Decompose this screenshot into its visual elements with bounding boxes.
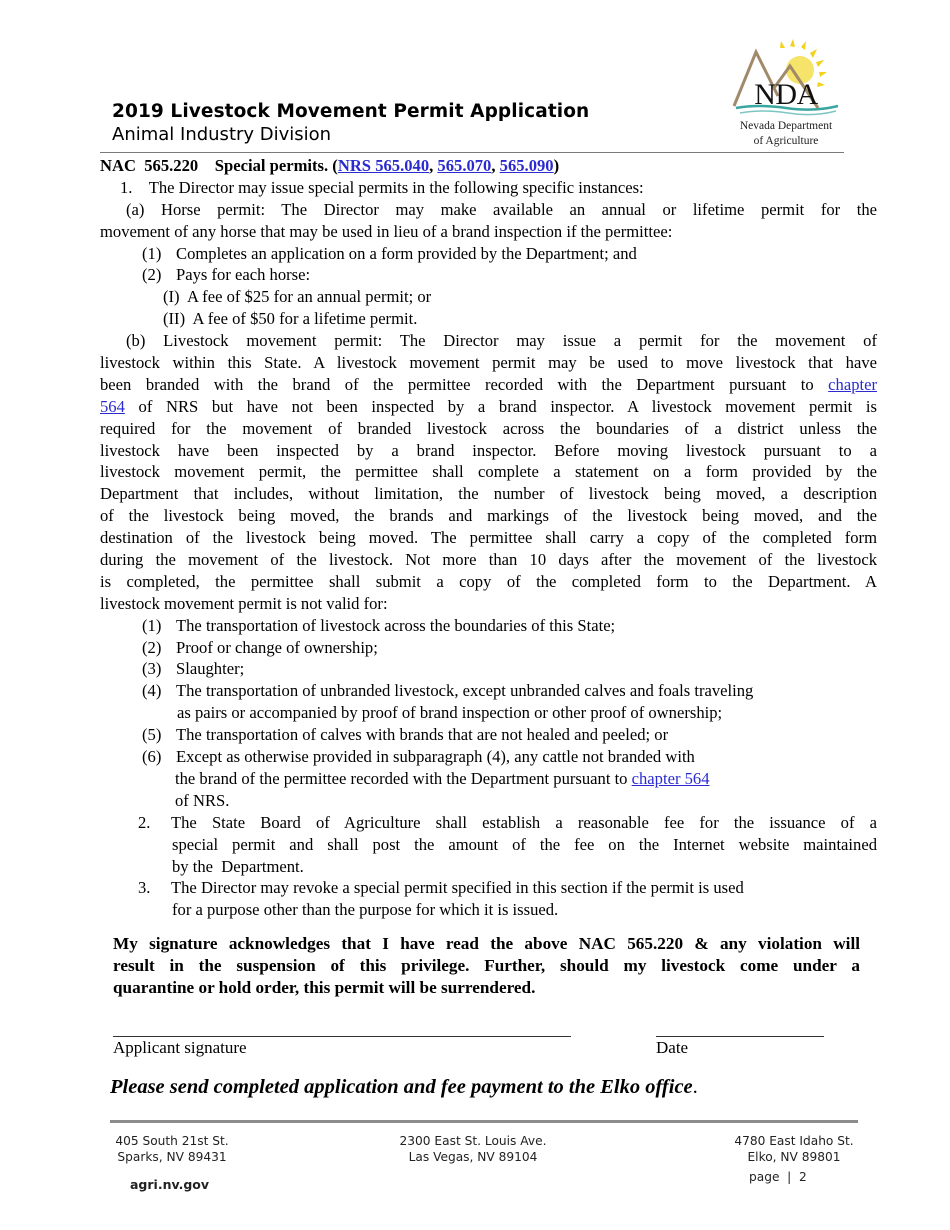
paragraph-b-line-1: (b) Livestock movement permit: The Director may issue a permit for the movement of xyxy=(126,331,877,351)
item-text: Completes an application on a form provided by the Department; and xyxy=(176,243,637,263)
line-text: been branded with the brand of the permittee recorded with the Department pursuant to xyxy=(100,374,814,394)
paragraph-a-line-2: movement of any horse that may be used in lieu of a brand inspection if the permittee: xyxy=(100,221,673,241)
link-chapter-564-cont[interactable]: 564 xyxy=(100,396,125,416)
footer-divider xyxy=(110,1120,858,1123)
item-text: Proof or change of ownership; xyxy=(176,637,378,657)
date-label: Date xyxy=(656,1038,689,1057)
link-565-090[interactable]: 565.090 xyxy=(499,156,554,175)
office-street: 4780 East Idaho St. xyxy=(734,1134,854,1148)
item-text: The transportation of livestock across the boundaries of this State; xyxy=(176,615,616,635)
date-field[interactable] xyxy=(656,1036,824,1037)
item-number: 3. xyxy=(138,878,151,898)
item-number: (3) xyxy=(142,659,162,679)
logo-line-2: of Agriculture xyxy=(753,135,819,147)
ack-line-2: result in the suspension of this privilege. Further, should my livestock come under a xyxy=(113,955,860,975)
item-number: (1) xyxy=(142,615,162,635)
horse-item-2 xyxy=(100,264,877,286)
office-city: Elko, NV 89801 xyxy=(747,1150,841,1164)
item-number: (2) xyxy=(142,265,162,285)
logo-initials: NDA xyxy=(754,78,818,111)
paragraph-b-line-7: livestock movement permit, the permittee shall complete a statement on a form provided by the xyxy=(100,462,877,482)
item-text: The transportation of unbranded livestock, except unbranded calves and foals traveling xyxy=(176,681,754,701)
not-valid-item-3 xyxy=(100,658,877,680)
office-street: 2300 East St. Louis Ave. xyxy=(399,1134,547,1148)
line-text: The Director may revoke a special permit specified in this section if the permit is used xyxy=(171,878,744,898)
not-valid-item-6-cont xyxy=(100,768,877,790)
link-565-070[interactable]: 565.070 xyxy=(437,156,492,175)
not-valid-item-6 xyxy=(100,746,877,768)
instruction-period: . xyxy=(692,1076,698,1098)
item-text: The transportation of calves with brands that are not healed and peeled; or xyxy=(176,725,669,745)
paragraph-b-line-6: livestock have been inspected by a brand inspector. Before moving livestock pursuant to a xyxy=(100,440,877,460)
regulation-text xyxy=(100,155,877,921)
office-city: Sparks, NV 89431 xyxy=(117,1150,227,1164)
regulation-code: NAC 565.220 xyxy=(100,156,199,175)
item-number: (I) xyxy=(163,287,180,307)
page-number: page | 2 xyxy=(749,1170,807,1184)
division-subtitle: Animal Industry Division xyxy=(112,124,332,145)
item-number: (4) xyxy=(142,681,162,701)
horse-fee-lifetime xyxy=(100,308,877,330)
line-text: of NRS but have not been inspected by a brand inspector. A livestock movement permit is xyxy=(138,396,877,416)
paragraph-b-line-5: required for the movement of branded livestock across the boundaries of a district unless the xyxy=(100,418,877,438)
acknowledgement-statement xyxy=(113,933,860,998)
not-valid-item-6-cont2: of NRS. xyxy=(175,790,230,810)
website-link[interactable]: agri.nv.gov xyxy=(130,1177,210,1192)
item-text: A fee of $25 for an annual permit; or xyxy=(186,287,432,307)
paragraph-b-line-9: of the livestock being moved, the brands and markings of the livestock being moved, and the xyxy=(100,506,877,526)
paragraph-b-line-8: Department that includes, without limitation, the number of livestock being moved, a description xyxy=(100,484,877,504)
paragraph-b-line-4 xyxy=(100,396,877,418)
link-chapter-564[interactable]: chapter xyxy=(828,374,877,394)
document-title: 2019 Livestock Movement Permit Application xyxy=(112,101,590,122)
paragraph-b-line-2: livestock within this State. A livestock movement permit may be used to move livestock that have xyxy=(100,353,877,373)
item-number: 2. xyxy=(138,812,151,832)
item-text: Slaughter; xyxy=(176,659,245,679)
item-text: Except as otherwise provided in subparagraph (4), any cattle not branded with xyxy=(176,747,695,767)
office-las-vegas xyxy=(390,1133,556,1165)
paragraph-2-line-3: by the Department. xyxy=(172,856,304,876)
logo-line-1: Nevada Department xyxy=(739,120,833,132)
office-street: 405 South 21st St. xyxy=(115,1134,229,1148)
not-valid-item-4-cont: as pairs or accompanied by proof of brand inspection or other proof of ownership; xyxy=(177,703,723,723)
ack-line-1: My signature acknowledges that I have read the above NAC 565.220 & any violation will xyxy=(113,934,860,953)
link-chapter-564-item-6[interactable]: chapter 564 xyxy=(631,768,710,788)
not-valid-item-4 xyxy=(100,680,877,702)
instruction-text: Please send completed application and fee payment to the Elko office xyxy=(110,1076,693,1098)
paragraph-2-line-1 xyxy=(100,812,877,834)
paragraph-b-line-13: livestock movement permit is not valid for: xyxy=(100,593,388,613)
office-elko xyxy=(726,1133,862,1165)
horse-fee-annual xyxy=(100,286,877,308)
paragraph-a-line-1: (a) Horse permit: The Director may make available an annual or lifetime permit for the xyxy=(126,199,877,219)
not-valid-item-5 xyxy=(100,724,877,746)
paragraph-b-line-10: destination of the livestock being moved. The permittee shall carry a copy of the completed form xyxy=(100,528,877,548)
applicant-signature-label: Applicant signature xyxy=(113,1038,247,1057)
applicant-signature-field[interactable] xyxy=(113,1036,571,1037)
office-sparks xyxy=(106,1133,238,1165)
heading-close-paren: ) xyxy=(553,156,560,175)
not-valid-item-1 xyxy=(100,615,877,637)
not-valid-item-2 xyxy=(100,637,877,659)
ack-line-3: quarantine or hold order, this permit will be surrendered. xyxy=(113,977,536,997)
paragraph-1: 1. The Director may issue special permits in the following specific instances: xyxy=(120,177,644,197)
line-text: the brand of the permittee recorded with the Department pursuant to xyxy=(175,768,628,788)
item-number: (II) xyxy=(163,309,186,329)
paragraph-b-line-3 xyxy=(100,374,877,396)
nda-logo xyxy=(728,38,844,150)
header-divider xyxy=(100,152,844,153)
line-text: The State Board of Agriculture shall establish a reasonable fee for the issuance of a xyxy=(171,812,877,832)
item-number: (6) xyxy=(142,747,162,767)
paragraph-b-line-11: during the movement of the livestock. Not more than 10 days after the movement of the livestock xyxy=(100,550,877,570)
item-number: (2) xyxy=(142,637,162,657)
item-number: (5) xyxy=(142,725,162,745)
horse-item-1 xyxy=(100,243,877,265)
regulation-heading: NAC 565.220 Special permits. (NRS 565.040, 565.070, 565.090) xyxy=(100,156,560,175)
paragraph-3-line-2: for a purpose other than the purpose for which it is issued. xyxy=(172,900,559,920)
item-text: Pays for each horse: xyxy=(176,265,311,285)
item-number: (1) xyxy=(142,243,162,263)
paragraph-3-line-1 xyxy=(100,877,877,899)
office-city: Las Vegas, NV 89104 xyxy=(408,1150,538,1164)
submission-instruction xyxy=(110,1076,698,1099)
link-nrs-565-040[interactable]: NRS 565.040 xyxy=(337,156,430,175)
paragraph-2-line-2: special permit and shall post the amount of the fee on the Internet website maintained xyxy=(172,834,877,854)
paragraph-b-line-12: is completed, the permittee shall submit a copy of the completed form to the Department. A xyxy=(100,571,877,591)
item-text: A fee of $50 for a lifetime permit. xyxy=(192,309,418,329)
regulation-title: Special permits. ( xyxy=(214,156,338,175)
